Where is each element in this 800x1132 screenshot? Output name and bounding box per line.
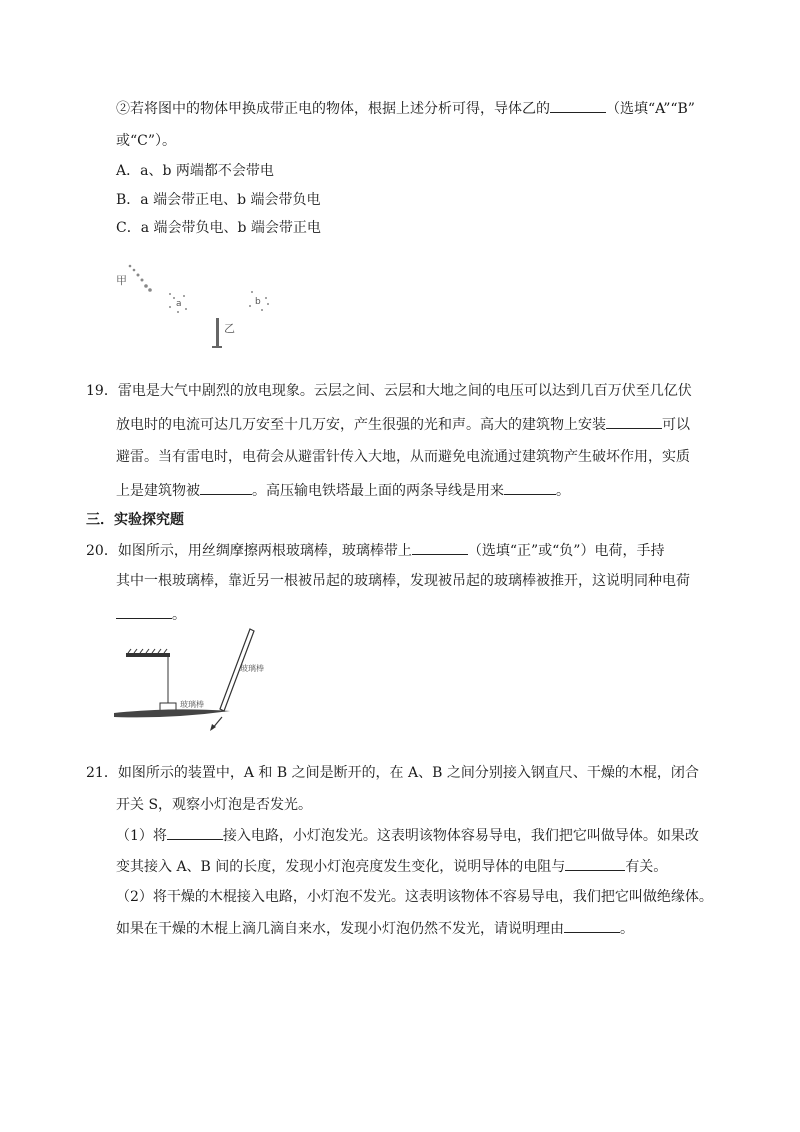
q19-line1: 19．雷电是大气中剧烈的放电现象。云层之间、云层和大地之间的电压可以达到几百万伏至几亿伏 — [86, 383, 692, 399]
q20-figure — [110, 625, 270, 740]
q19-line2-text: 放电时的电流可达几万安至十几万安，产生很强的光和声。高大的建筑物上安装 — [116, 417, 606, 433]
label-yi: 乙 — [224, 322, 235, 335]
object-jia-rod — [129, 265, 152, 292]
q21-part1-line2 — [116, 856, 667, 877]
hanging-glass-rod — [114, 709, 230, 717]
q20-line1-text-b: （选填“正”或“负”）电荷，手持 — [467, 543, 665, 559]
q20-line1-text-a: 20．如图所示，用丝绸摩擦两根玻璃棒，玻璃棒带上 — [86, 543, 412, 559]
q20-line3 — [116, 604, 186, 625]
q19-line3: 避雷。当有雷电时，电荷会从避雷针传入大地，从而避免电流通过建筑物产生破坏作用，实质 — [116, 449, 690, 465]
label-held-rod: 玻璃棒 — [240, 664, 264, 673]
q18-part2-line2: 或“C”）。 — [116, 133, 177, 149]
q18-figure — [112, 252, 282, 362]
support-hatching — [128, 649, 167, 653]
q20-answer-blank-1[interactable] — [412, 540, 468, 555]
q21-answer-blank-2[interactable] — [565, 856, 625, 871]
q20-answer-blank-2[interactable] — [116, 604, 172, 619]
q21-answer-blank-3[interactable] — [564, 918, 620, 933]
q19-line2 — [116, 414, 690, 435]
q18-part2-text-a: ②若将图中的物体甲换成带正电的物体，根据上述分析可得，导体乙的 — [116, 101, 550, 117]
q21-part1-text-a: （1）将 — [116, 828, 167, 844]
q19-line4-text-a: 上是建筑物被 — [116, 483, 200, 499]
q19-line4-text-c: 。 — [556, 483, 570, 499]
q21-answer-blank-1[interactable] — [167, 825, 223, 840]
q19-answer-blank-2[interactable] — [200, 480, 252, 495]
q21-part2-line1: （2）将干燥的木棍接入电路，小灯泡不发光。这表明该物体不容易导电，我们把它叫做绝缘体。 — [116, 889, 713, 905]
q19-line4-text-b: 。高压输电铁塔最上面的两条导线是用来 — [252, 483, 504, 499]
q19-line2-tail: 可以 — [662, 417, 690, 433]
support-bar — [126, 653, 170, 657]
section-title: 三．实验探究题 — [86, 512, 184, 528]
q21-part1-line1 — [116, 825, 699, 846]
stand-base — [212, 346, 222, 348]
label-hanging-rod: 玻璃棒 — [180, 700, 204, 709]
q18-option-a: A．a、b 两端都不会带电 — [116, 163, 274, 179]
q20-line2: 其中一根玻璃棒，靠近另一根被吊起的玻璃棒，发现被吊起的玻璃棒被推开，这说明同种电荷 — [116, 573, 690, 589]
q18-part2-line1 — [116, 98, 695, 119]
q21-part2-line2-text-b: 。 — [620, 921, 634, 937]
q18-answer-blank[interactable] — [550, 98, 606, 113]
q21-part1-line2-text-b: 有关。 — [625, 859, 668, 875]
q21-line2: 开关 S，观察小灯泡是否发光。 — [116, 797, 313, 813]
label-b: b — [255, 297, 261, 307]
q18-option-b: B．a 端会带正电、b 端会带负电 — [116, 192, 321, 208]
insulated-stand — [216, 318, 219, 348]
q20-line1 — [86, 540, 664, 561]
q21-line1: 21．如图所示的装置中，A 和 B 之间是断开的，在 A、B 之间分别接入钢直尺、干燥的木棍，闭合 — [86, 765, 699, 781]
q21-part2-line2-text-a: 如果在干燥的木棍上滴几滴自来水，发现小灯泡仍然不发光，请说明理由 — [116, 921, 564, 937]
label-a: a — [176, 299, 182, 309]
q19-line4 — [116, 480, 570, 501]
q21-part1-line2-text-a: 变其接入 A、B 间的长度，发现小灯泡亮度发生变化，说明导体的电阻与 — [116, 859, 566, 875]
q21-part1-text-b: 接入电路，小灯泡发光。这表明该物体容易导电，我们把它叫做导体。如果改 — [222, 828, 699, 844]
q20-line3-tail: 。 — [172, 607, 186, 623]
q21-part2-line2 — [116, 918, 634, 939]
q19-answer-blank-3[interactable] — [504, 480, 556, 495]
q18-option-c: C．a 端会带负电、b 端会带正电 — [116, 220, 321, 236]
q18-part2-text-b: （选填“A”“B” — [606, 101, 695, 117]
label-jia: 甲 — [116, 274, 127, 287]
q19-answer-blank-1[interactable] — [606, 414, 662, 429]
